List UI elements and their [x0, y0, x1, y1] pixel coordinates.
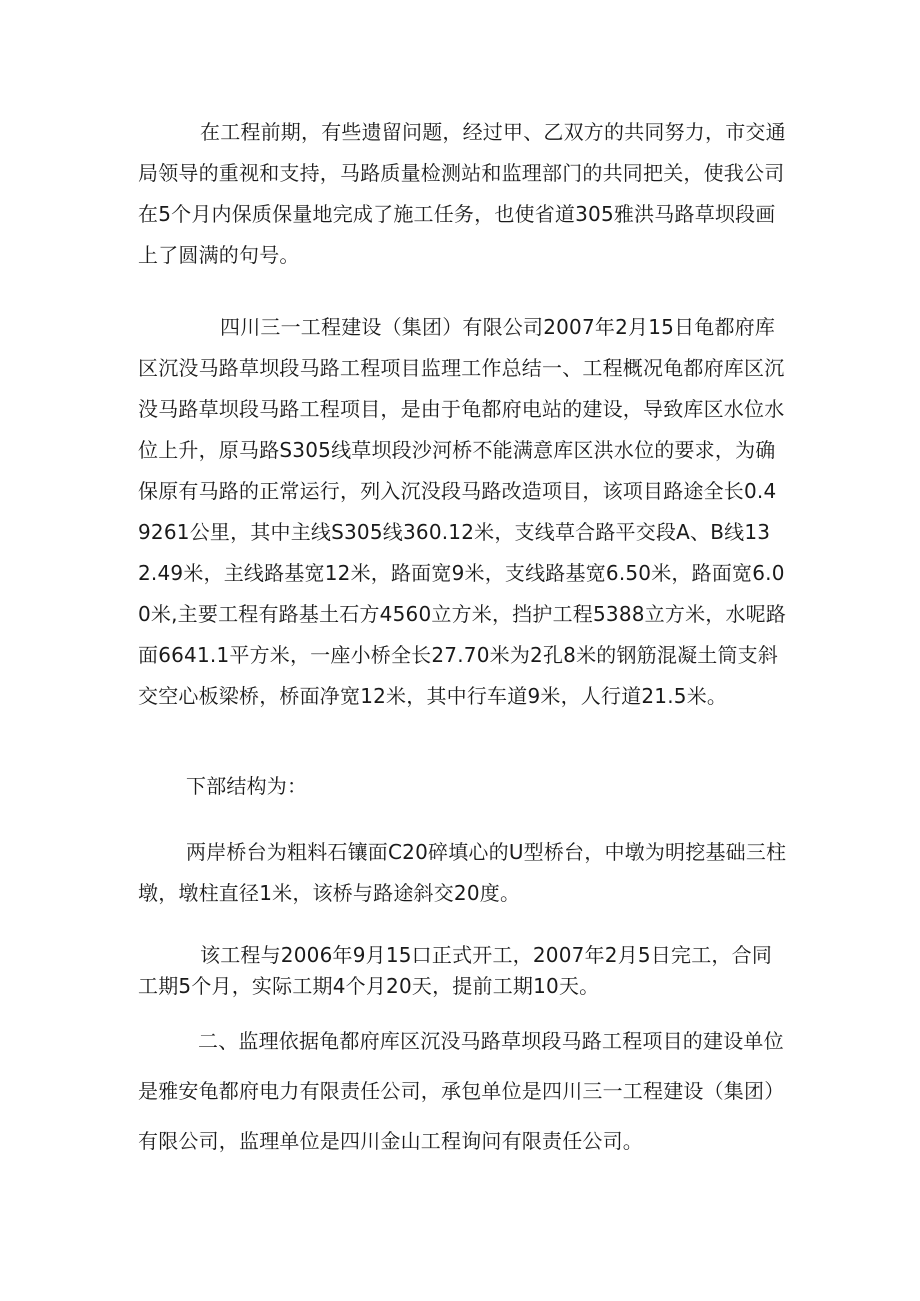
paragraph-schedule: 该工程与2006年9月15口正式开工，2007年2月5日完工，合同工期5个月，实际工期4个月20天，提前工期10天。 [138, 943, 773, 998]
paragraph-abutment-pier: 两岸桥台为粗料石镶面C20碎填心的U型桥台，中墩为明挖基础三柱墩，墩柱直径1米，该桥与路途斜交20度。 [138, 840, 787, 905]
paragraph-project-overview: 四川三一工程建设（集团）有限公司2007年2月15日龟都府库区沉没马路草坝段马路工程项目监理工作总结一、工程概况龟都府库区沉没马路草坝段马路工程项目，是由于龟都府电站的建设，导致库区水位水位上升，原马路S305线草坝段沙河桥不能满意库区洪水位的要求，为确保原有马路的正常运行，列入沉没段马路改造项目，该项目路途全长0.49261公里，其中主线S305线360.12米，支线草合路平交段A、B线132.49米，主线路基宽12米，路面宽9米，支线路基宽6.50米，路面宽6.00米,主要工程有路基土石方4560立方米，挡护工程5388立方米，水呢路面6641.1平方米，一座小桥全长27.70米为2孔8米的钢筋混凝土筒支斜交空心板梁桥，桥面净宽12米，其中行车道9米，人行道21.5米。 [138, 315, 787, 708]
paragraph-substructure-heading: 下部结构为： [186, 774, 308, 798]
paragraph-supervision-basis: 二、监理依据龟都府库区沉没马路草坝段马路工程项目的建设单位是雅安龟都府电力有限责任公司，承包单位是四川三一工程建设（集团）有限公司，监理单位是四川金山工程询问有限责任公司。 [138, 1029, 785, 1153]
paragraph-project-completion: 在工程前期，有些遗留问题，经过甲、乙双方的共同努力，市交通局领导的重视和支持，马路质量检测站和监理部门的共同把关，使我公司在5个月内保质保量地完成了施工任务，也使省道305雅洪马路草坝段画上了圆满的句号。 [138, 120, 786, 267]
